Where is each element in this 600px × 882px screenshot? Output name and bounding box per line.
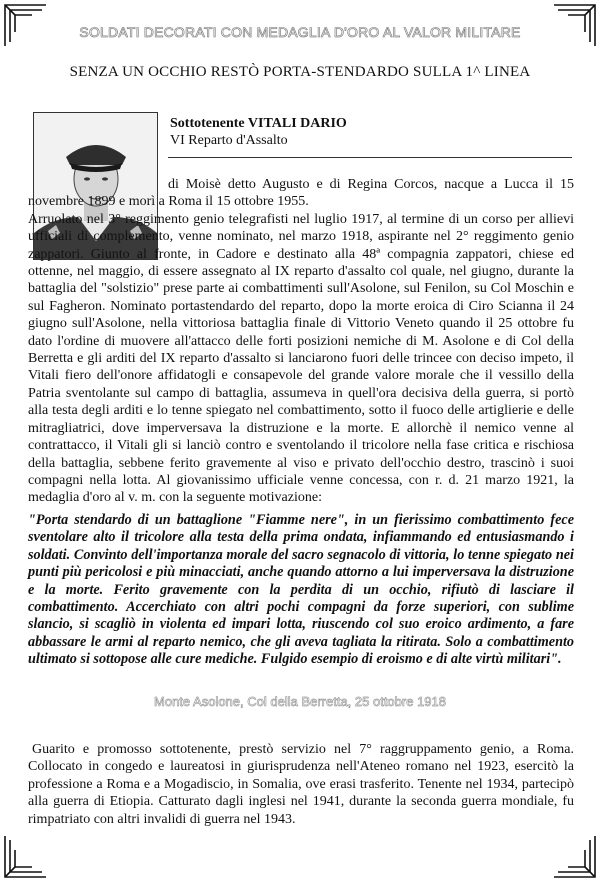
person-name: Sottotenente VITALI DARIO: [170, 116, 347, 131]
biography-paragraph: di Moisè detto Augusto e di Regina Corcos, nacque a Lucca il 15 novembre 1899 e morì a Roma il 15 ottobre 1955.: [28, 177, 574, 210]
corner-ornament-bottom-right: [552, 834, 598, 880]
biography-paragraph: Arruolato nel 3° reggimento genio telegrafisti nel luglio 1917, al termine di un corso per allievi ufficiali di complemento, venne nominato, nel marzo 1918, aspirante nel 2° reggimento genio zappatori. Giunto al fronte, in Cadore e destinato alla 48ª compagnia zappatori, chiese ed ottenne, nel maggio, di essere assegnato al IX reparto d'assalto col quale, nel giugno, durante la battaglia del "solstizio" prese parte ai combattimenti sull'Asolone, sul Fenilon, su Col Moschin e sul Fagheron. Nominato portastendardo del reparto, dopo la morte eroica di Ciro Scianna il 24 giugno sull'Asolone, nella vittoriosa battaglia finale di Vittorio Veneto quando il 25 ottobre fu dato l'ordine di muovere all'attacco delle forti posizioni nemiche di M. Asolone e di Col della Berretta e gli arditi del IX reparto d'assalto si lanciarono fuori delle trincee con deciso impeto, il Vitali fiero dell'onore affidatogli e consapevole del grande valore morale che il vessillo della Patria sventolante sul campo di battaglia, assumeva in quell'ora decisiva della guerra, si portò alla testa degli arditi e lo tenne spiegato nel combattimento, sotto il fuoco delle artiglierie e delle mitragliatrici, dove imperversava la distruzione e la morte. E allorchè il nemico venne al contrattacco, il Vitali gli si lanciò contro e sventolando il tricolore nella fase critica e rischiosa della battaglia, sebbene ferito gravemente al viso e privato dell'occhio destro, trascinò i suoi compagni nella lotta. Al giovanissimo ufficiale venne concessa, con r. d. 21 marzo 1921, la medaglia d'oro al v. m. con la seguente motivazione:: [28, 211, 574, 506]
page-header-title: SOLDATI DECORATI CON MEDAGLIA D'ORO AL VALOR MILITARE: [79, 24, 521, 40]
biography: [28, 176, 574, 507]
medal-motivation: "Porta stendardo di un battaglione "Fiamme nere", in un fierissimo combattimento fece sventolare alto il tricolore alla testa della prima ondata, infiammando ed entusiasmando i soldati. Convinto dell'importanza morale del sacro segnacolo di vittoria, lo tenne spiegato nei punti più pericolosi e più minacciati, anche quando attorno a lui imperversava la distruzione e la morte. Ferito gravemente con la perdita di un occhio, rifiutò di lasciare il combattimento. Accerchiato con altri pochi compagni da forze superiori, con sublime slancio, si scagliò in violenta ed impari lotta, riuscendo col suo eroico ardimento, a fare abbassare le armi al reparto nemico, che gli aveva tagliata la ritirata. Solo a combattimento ultimato si sottopose alle cure mediche. Fulgido esempio di eroismo e di alte virtù militari".: [28, 512, 574, 668]
header-divider: [168, 157, 572, 158]
place-date: Monte Asolone, Col della Berretta, 25 ottobre 1918: [154, 694, 446, 709]
closing-paragraph: Guarito e promosso sottotenente, prestò servizio nel 7° raggruppamento genio, a Roma. Collocato in congedo e laureatosi in giurisprudenza nell'Ateneo romano nel 1923, esercitò la professione a Roma e a Mogadiscio, in Somalia, ove erasi trasferito. Tenente nel 1934, partecipò alla guerra di Etiopia. Catturato dagli inglesi nel 1941, durante la seconda guerra mondiale, fu rimpatriato con altri invalidi di guerra nel 1943.: [28, 742, 574, 827]
corner-ornament-bottom-left: [2, 834, 48, 880]
person-unit: VI Reparto d'Assalto: [170, 133, 288, 148]
page-subtitle: SENZA UN OCCHIO RESTÒ PORTA-STENDARDO SULLA 1^ LINEA: [69, 64, 531, 80]
